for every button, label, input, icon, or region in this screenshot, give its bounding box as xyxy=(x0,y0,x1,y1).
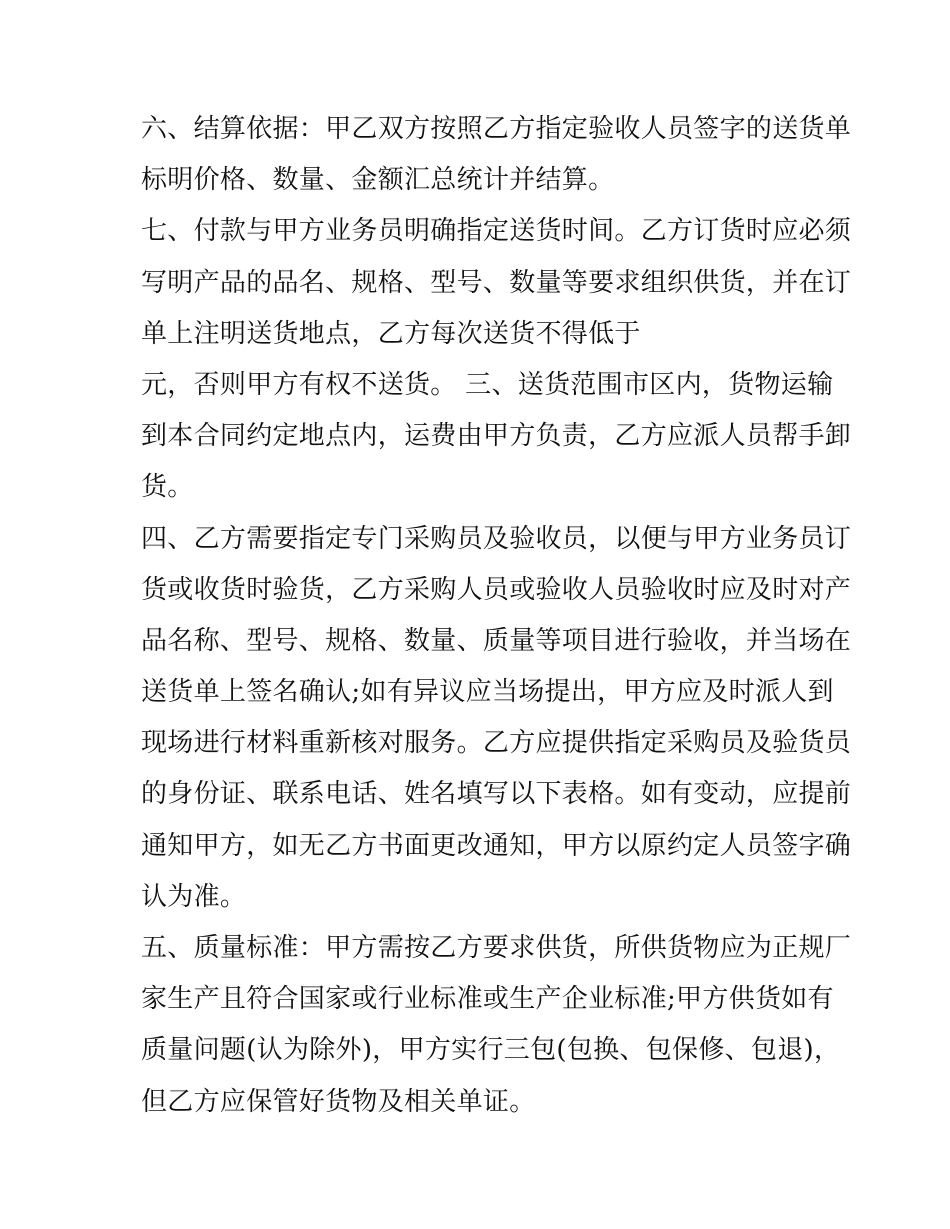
text-line: 六、结算依据：甲乙双方按照乙方指定验收人员签字的送货单 xyxy=(141,114,852,144)
text-line: 通知甲方，如无乙方书面更改通知，甲方以原约定人员签字确 xyxy=(141,830,852,861)
text-line: 写明产品的品名、规格、型号、数量等要求组织供货，并在订 xyxy=(141,267,852,298)
text-line: 元，否则甲方有权不送货。 三、送货范围市区内，货物运输 xyxy=(141,369,834,400)
text-line: 的身份证、联系电话、姓名填写以下表格。如有变动，应提前 xyxy=(141,779,852,810)
text-line: 五、质量标准：甲方需按乙方要求供货，所供货物应为正规厂 xyxy=(141,933,852,963)
text-line: 货或收货时验货，乙方采购人员或验收人员验收时应及时对产 xyxy=(141,574,852,605)
text-line: 标明价格、数量、金额汇总统计并结算。 xyxy=(141,165,615,196)
text-line: 品名称、型号、规格、数量、质量等项目进行验收，并当场在 xyxy=(141,625,852,656)
text-line: 四、乙方需要指定专门采购员及验收员，以便与甲方业务员订 xyxy=(141,523,852,554)
text-line: 单上注明送货地点，乙方每次送货不得低于 xyxy=(141,318,641,349)
text-line: 质量问题(认为除外)，甲方实行三包(包换、包保修、包退)， xyxy=(141,1035,841,1066)
text-line: 货。 xyxy=(141,472,194,503)
text-line: 现场进行材料重新核对服务。乙方应提供指定采购员及验货员 xyxy=(141,728,852,759)
text-line: 送货单上签名确认;如有异议应当场提出，甲方应及时派人到 xyxy=(141,677,834,708)
document-body xyxy=(141,104,852,1128)
text-line: 但乙方应保管好货物及相关单证。 xyxy=(141,1086,536,1117)
text-line: 家生产且符合国家或行业标准或生产企业标准;甲方供货如有 xyxy=(141,984,834,1015)
text-line: 认为准。 xyxy=(141,881,247,912)
text-line: 七、付款与甲方业务员明确指定送货时间。乙方订货时应必须 xyxy=(141,216,852,247)
text-line: 到本合同约定地点内，运费由甲方负责，乙方应派人员帮手卸 xyxy=(141,421,852,452)
